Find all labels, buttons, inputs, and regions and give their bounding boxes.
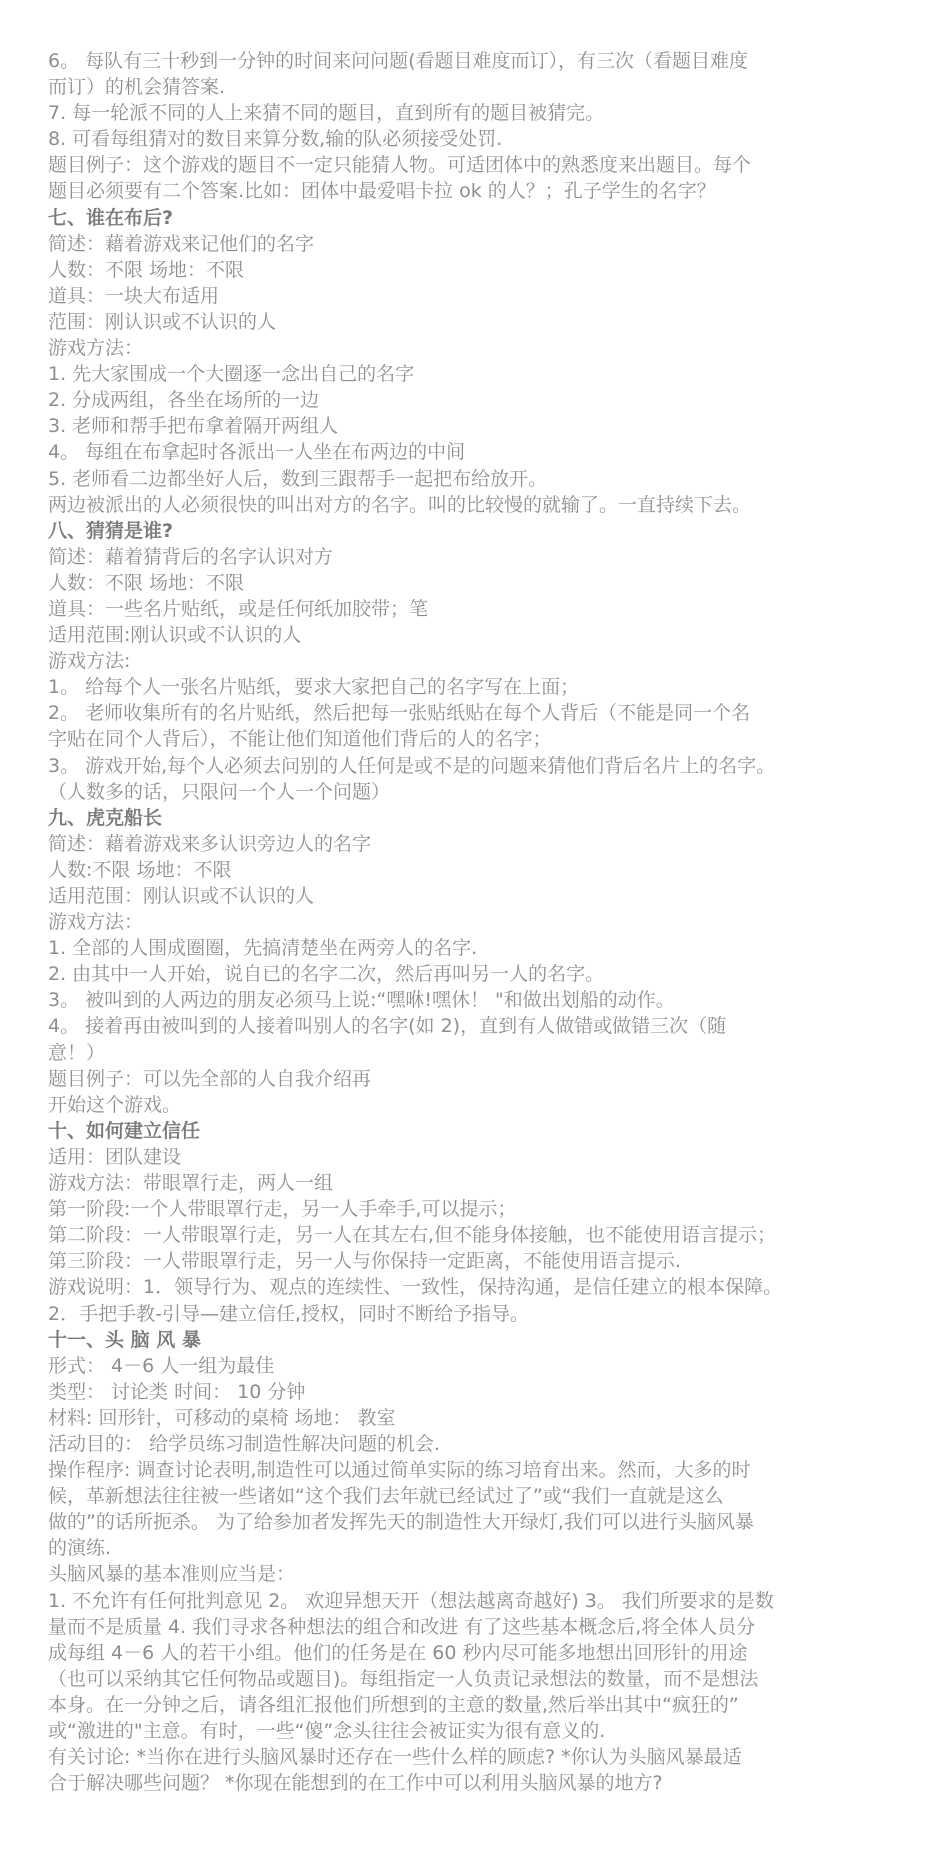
text-line: 1。 给每个人一张名片贴纸，要求大家把自己的名字写在上面； <box>48 676 580 699</box>
text-line: 操作程序: 调查讨论表明,制造性可以通过简单实际的练习培育出来。然而，大多的时 <box>48 1459 751 1482</box>
text-line: 开始这个游戏。 <box>48 1093 182 1116</box>
text-line: 3. 老师和帮手把布拿着隔开两组人 <box>48 415 339 438</box>
text-line: 适用范围：刚认识或不认识的人 <box>48 885 315 907</box>
text-line: 适用：团队建设 <box>48 1145 182 1168</box>
document-page <box>48 48 928 1796</box>
section-heading: 七、谁在布后? <box>48 206 174 229</box>
text-line: 第二阶段：一人带眼罩行走，另一人在其左右,但不能身体接触，也不能使用语言提示； <box>48 1224 777 1247</box>
text-line: 人数：不限 场地：不限 <box>48 571 245 594</box>
text-line: 头脑风暴的基本准则应当是： <box>48 1563 296 1586</box>
text-line: 4。 接着再由被叫到的人接着叫别人的名字(如 2)，直到有人做错或做错三次（随 <box>48 1015 727 1038</box>
text-line: 1. 不允许有任何批判意见 2。 欢迎异想天开（想法越离奇越好) 3。 我们所要求的是数 <box>48 1589 774 1612</box>
text-line: 8. 可看每组猜对的数目来算分数,输的队必须接受处罚. <box>48 128 503 151</box>
text-line: 游戏方法： <box>48 337 144 360</box>
section-heading: 十一、头 脑 风 暴 <box>48 1328 201 1351</box>
section-heading: 九、虎克船长 <box>48 806 163 829</box>
text-line: 5. 老师看二边都坐好人后，数到三跟帮手一起把布给放开。 <box>48 467 548 490</box>
text-line: 游戏方法： <box>48 911 144 934</box>
text-line: 成每组 4－6 人的若干小组。他们的任务是在 60 秒内尽可能多地想出回形针的用途 <box>48 1641 748 1664</box>
text-line: 本身。在一分钟之后，请各组汇报他们所想到的主意的数量,然后举出其中“疯狂的” <box>48 1693 739 1716</box>
text-line: 两边被派出的人必须很快的叫出对方的名字。叫的比较慢的就输了。一直持续下去。 <box>48 493 752 516</box>
text-line: 1. 全部的人围成圈圈，先搞清楚坐在两旁人的名字. <box>48 937 478 960</box>
text-line: 意！） <box>48 1041 106 1064</box>
text-line: 材料: 回形针，可移动的桌椅 场地： 教室 <box>48 1406 396 1429</box>
text-line: 候，革新想法往往被一些诸如“这个我们去年就已经试过了”或“我们一直就是这么 <box>48 1485 724 1508</box>
text-line: 6。 每队有三十秒到一分钟的时间来问问题(看题目难度而订），有三次（看题目难度 <box>48 50 749 72</box>
text-line: 4。 每组在布拿起时各派出一人坐在布两边的中间 <box>48 441 466 464</box>
text-line: 道具：一些名片贴纸，或是任何纸加胶带；笔 <box>48 597 429 620</box>
text-line: （也可以采纳其它任何物品或题目)。每组指定一人负责记录想法的数量，而不是想法 <box>48 1667 759 1690</box>
section-heading: 十、如何建立信任 <box>48 1119 201 1142</box>
text-line: 量而不是质量 4. 我们寻求各种想法的组合和改进 有了这些基本概念后,将全体人员分 <box>48 1615 756 1638</box>
text-line: 7. 每一轮派不同的人上来猜不同的题目，直到所有的题目被猜完。 <box>48 102 605 125</box>
text-line: 合于解决哪些问题？ *你现在能想到的在工作中可以利用头脑风暴的地方? <box>48 1772 663 1795</box>
text-line: 题目必须要有二个答案.比如：团体中最爱唱卡拉 ok 的人？；孔子学生的名字？ <box>48 180 716 203</box>
text-line: 游戏方法: <box>48 650 131 673</box>
text-line: 2．手把手教-引导—建立信任,授权，同时不断给予指导。 <box>48 1302 529 1325</box>
text-line: 活动目的： 给学员练习制造性解决问题的机会. <box>48 1432 441 1455</box>
text-line: 简述：藉着游戏来记他们的名字 <box>48 232 315 255</box>
text-line: 字贴在同个人背后），不能让他们知道他们背后的人的名字； <box>48 728 552 751</box>
text-line: 范围：刚认识或不认识的人 <box>48 310 277 333</box>
text-line: 形式： 4－6 人一组为最佳 <box>48 1354 275 1377</box>
text-line: 或“激进的"主意。有时，一些“傻”念头往往会被证实为很有意义的. <box>48 1720 606 1742</box>
text-line: 类型： 讨论类 时间： 10 分钟 <box>48 1380 306 1403</box>
text-line: 1. 先大家围成一个大圈逐一念出自己的名字 <box>48 363 415 386</box>
text-line: 3。 游戏开始,每个人必须去问别的人任何是或不是的问题来猜他们背后名片上的名字。 <box>48 754 776 777</box>
text-line: 做的”的话所扼杀。 为了给参加者发挥先天的制造性大开绿灯,我们可以进行头脑风暴 <box>48 1511 754 1534</box>
text-line: 的演练. <box>48 1537 112 1560</box>
text-line: 道具：一块大布适用 <box>48 284 220 307</box>
text-line: 游戏方法：带眼罩行走，两人一组 <box>48 1172 334 1195</box>
text-line: 第三阶段：一人带眼罩行走，另一人与你保持一定距离，不能使用语言提示. <box>48 1250 682 1273</box>
text-line: 2. 分成两组，各坐在场所的一边 <box>48 389 320 412</box>
text-line: 2。 老师收集所有的名片贴纸，然后把每一张贴纸贴在每个人背后（不能是同一个名 <box>48 702 751 725</box>
text-line: 人数：不限 场地：不限 <box>48 258 245 281</box>
text-line: 2. 由其中一人开始，说自已的名字二次，然后再叫另一人的名字。 <box>48 963 605 986</box>
text-line: 简述：藉着游戏来多认识旁边人的名字 <box>48 832 372 855</box>
text-line: 题目例子：可以先全部的人自我介绍再 <box>48 1067 372 1090</box>
text-line: 题目例子：这个游戏的题目不一定只能猜人物。可适团体中的熟悉度来出题目。每个 <box>48 154 752 177</box>
text-line: 游戏说明：1．领导行为、观点的连续性、一致性，保持沟通，是信任建立的根本保障。 <box>48 1276 783 1299</box>
text-line: 有关讨论: *当你在进行头脑风暴时还存在一些什么样的顾虑? *你认为头脑风暴最适 <box>48 1746 742 1769</box>
text-line: 人数:不限 场地：不限 <box>48 858 232 881</box>
text-line: 适用范围:刚认识或不认识的人 <box>48 624 302 647</box>
text-line: 第一阶段:一个人带眼罩行走，另一人手牵手,可以提示； <box>48 1198 517 1221</box>
text-line: 而订）的机会猜答案. <box>48 76 226 99</box>
text-line: 简述：藉着猜背后的名字认识对方 <box>48 545 334 568</box>
section-heading: 八、猜猜是谁? <box>48 519 174 542</box>
text-line: （人数多的话，只限问一个人一个问题） <box>48 780 391 803</box>
text-line: 3。 被叫到的人两边的朋友必须马上说:“嘿咻!嘿休！ "和做出划船的动作。 <box>48 989 675 1012</box>
